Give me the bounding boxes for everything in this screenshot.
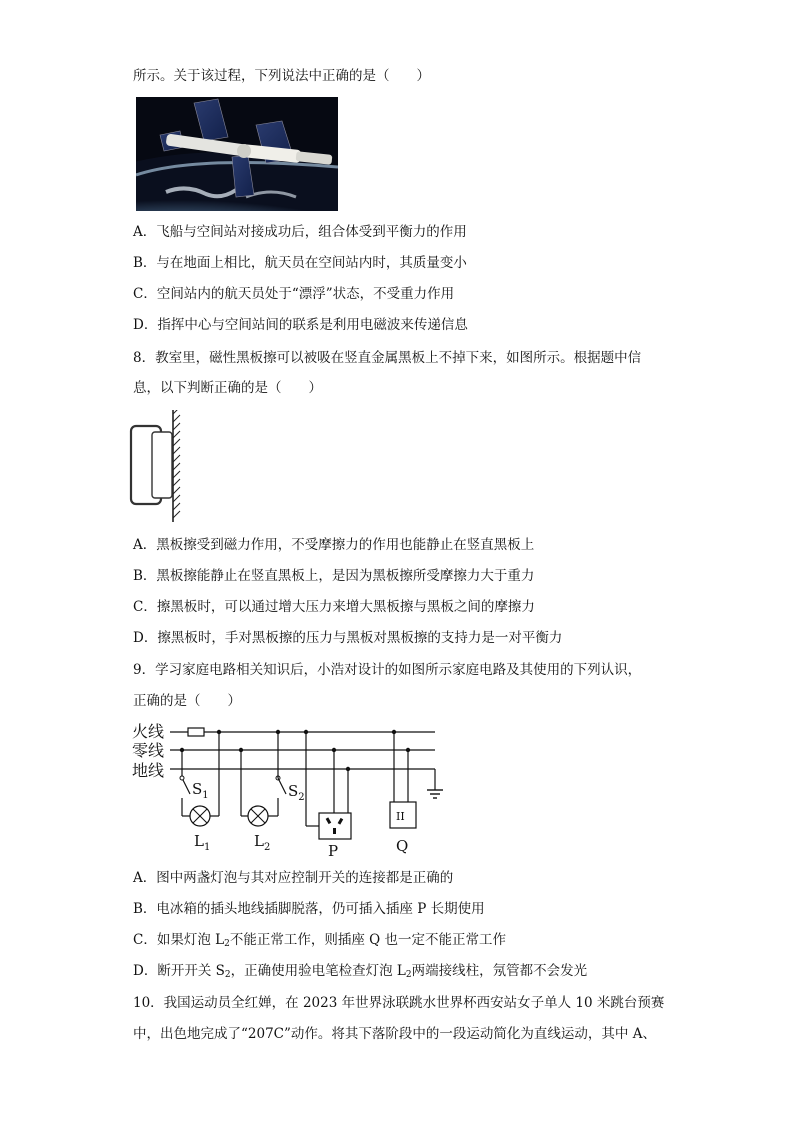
svg-text:S2: $S_2$	[288, 782, 305, 803]
q9-option-b: B．电冰箱的插头地线插脚脱落，仍可插入插座 P 长期使用	[133, 901, 485, 917]
svg-text:L1: $L_1$	[194, 832, 211, 853]
q9-stem-line1: 9．学习家庭电路相关知识后，小浩对设计的如图所示家庭电路及其使用的下列认识，	[133, 662, 642, 678]
q7-option-c: C．空间站内的航天员处于“漂浮”状态，不受重力作用	[133, 286, 455, 302]
q7-option-a: A．飞船与空间站对接成功后，组合体受到平衡力的作用	[133, 224, 467, 240]
household-circuit-diagram	[130, 718, 450, 858]
switch-s2	[278, 778, 286, 794]
q10-line2: 中，出色地完成了“207C”动作。将其下落阶段中的一段运动简化为直线运动，其中 A、	[133, 1026, 656, 1042]
q8-stem-line2: 息，以下判断正确的是（ ）	[133, 380, 322, 396]
switch-s1	[182, 778, 190, 794]
blackboard-eraser-figure	[128, 410, 188, 525]
svg-text:Q: Q	[396, 837, 409, 855]
q7-option-d: D．指挥中心与空间站间的联系是利用电磁波来传递信息	[133, 317, 468, 333]
q7-stem-tail: 所示。关于该过程，下列说法中正确的是（ ）	[133, 68, 430, 84]
svg-text:II: II	[396, 810, 405, 823]
q7-option-b: B．与在地面上相比，航天员在空间站内时，其质量变小	[133, 255, 467, 271]
socket-p	[319, 813, 351, 839]
q8-stem-line1: 8．教室里，磁性黑板擦可以被吸在竖直金属黑板上不掉下来，如图所示。根据题中信	[133, 350, 642, 366]
q9-option-a: A．图中两盏灯泡与其对应控制开关的连接都是正确的	[133, 870, 454, 886]
q8-option-d: D．擦黑板时，手对黑板擦的压力与黑板对黑板擦的支持力是一对平衡力	[133, 630, 563, 646]
q9-option-d: D．断开开关 $S_2$，正确使用验电笔检查灯泡 $L_2$两端接线柱，氖管都不会发光	[133, 963, 588, 980]
q8-option-c: C．擦黑板时，可以通过增大压力来增大黑板擦与黑板之间的摩擦力	[133, 599, 535, 615]
neutral-wire-label: 零线	[132, 741, 165, 760]
q10-line1: 10．我国运动员全红婵，在 2023 年世界泳联跳水世界杯西安站女子单人 10 米跳台预赛	[133, 995, 665, 1011]
ground-wire-label: 地线	[132, 761, 165, 780]
svg-text:L2: $L_2$	[254, 832, 271, 853]
q8-option-b: B．黑板擦能静止在竖直黑板上，是因为黑板擦所受摩擦力大于重力	[133, 568, 535, 584]
space-station-photo	[136, 97, 338, 211]
q9-stem-line2: 正确的是（ ）	[133, 693, 241, 709]
svg-text:P: P	[328, 842, 339, 858]
q8-option-a: A．黑板擦受到磁力作用，不受摩擦力的作用也能静止在竖直黑板上	[133, 537, 535, 553]
svg-text:S1: $S_1$	[192, 780, 209, 801]
fuse	[188, 728, 204, 736]
live-wire-label: 火线	[132, 722, 165, 741]
q9-option-c: C．如果灯泡 $L_2$不能正常工作，则插座 Q 也一定不能正常工作	[133, 932, 506, 949]
